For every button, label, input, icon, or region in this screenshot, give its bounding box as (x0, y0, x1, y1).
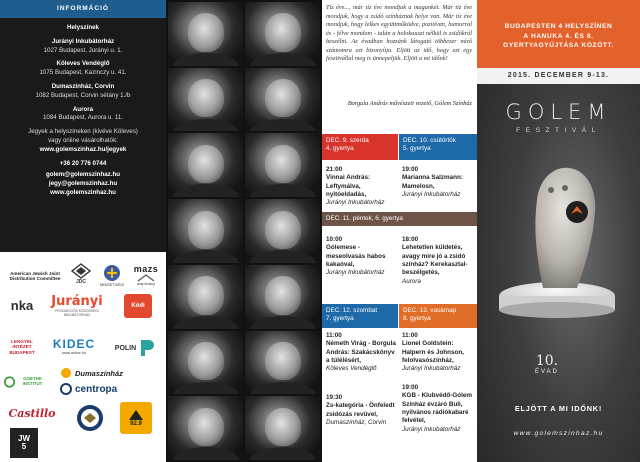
venue-address: 1027 Budapest, Jurányi u. 1. (43, 46, 123, 54)
event-venue: Köleves Vendéglő (326, 365, 377, 373)
jw-text: JW (18, 434, 30, 443)
portrait-photo (168, 133, 243, 197)
jdc-logo (4, 262, 66, 290)
us-embassy-logo (74, 402, 106, 434)
event-venue: Dumaszínház, Corvin (326, 419, 387, 427)
banner-line: BUDAPESTEN 4 HELYSZÍNEN (504, 23, 613, 30)
portrait-photo (245, 331, 320, 395)
goethe-logo (4, 368, 48, 396)
juranyi-logo (44, 292, 110, 320)
event-title: KGB - Klubvédő-Gólem Színház évzáró Buli, nyilvános rádiókabaré felvétel, (402, 392, 472, 425)
banner-line: A HANUKA 4. ÉS 8. (523, 32, 594, 40)
day-header-candle: 4. gyertya (326, 145, 354, 153)
goethe-text: GOETHE INSTITUT (22, 376, 43, 386)
portrait-photo (245, 396, 320, 460)
polin-logo (108, 334, 162, 362)
day-header-title: DEC. 11. péntek, 6. gyertya (326, 215, 403, 222)
kodi-text: Kódi (131, 303, 145, 309)
portrait-photo (168, 396, 243, 460)
juranyi-sub-text: PRODUKCIÓS KÖZÖSSÉGI INKUBÁTORHÁZ (55, 309, 99, 317)
sponsor-logos (0, 252, 166, 462)
event-venue: Jurányi Inkubátorház (326, 199, 385, 207)
day-header-candle: 8. gyertya (403, 315, 431, 323)
event-item (326, 394, 398, 427)
centropa-text: centropa (75, 383, 118, 395)
info-header: INFORMÁCIÓ (0, 0, 166, 18)
portrait-photo (245, 133, 320, 197)
venue-name: Köleves Vendéglő (56, 60, 110, 68)
event-item (402, 332, 474, 374)
castillo-logo (4, 402, 60, 424)
event-item (326, 166, 396, 208)
event-title: Marianna Salzmann: Mamelosn, (402, 174, 463, 190)
website-link[interactable]: www.golemszinhaz.hu (513, 430, 604, 437)
event-time: 19:00 (402, 166, 419, 173)
day-header-title: DEC. 10. csütörtök (403, 137, 456, 144)
event-time: 19:00 (402, 384, 419, 391)
edition-label: ÉVAD (535, 369, 559, 375)
event-venue: Jurányi Inkubátorház (402, 365, 461, 373)
event-time: 21:00 (326, 166, 343, 173)
dumaszinhaz-text: Dumaszínház (75, 368, 123, 378)
golem-logo: GOLEM (505, 100, 612, 124)
venue-name: Aurora (72, 105, 94, 113)
portrait-photo (168, 265, 243, 329)
event-title: Zs-kategória - Önfeledt zsidózás revüvel, (326, 402, 395, 418)
event-time: 19:30 (326, 394, 343, 401)
day-header-dec11 (322, 212, 477, 226)
portrait-photo (245, 265, 320, 329)
tickets-link[interactable]: www.golemszinhaz.hu/jegyek (39, 145, 127, 153)
event-item (402, 236, 474, 286)
event-time: 10:00 (326, 236, 343, 243)
tickets-text: Jegyek a helyszíneken (kivéve Köleves) (28, 128, 138, 136)
mazs-logo (130, 260, 162, 290)
email-link[interactable]: jegy@golemszinhaz.hu (48, 180, 118, 188)
kidec-sub-text: www.aktive.hu (61, 351, 87, 356)
festival-dates: 2015. DECEMBER 9-13. (477, 68, 640, 84)
nka-text: nka (10, 297, 34, 313)
event-title: Lionel Goldstein: Halpern és Johnson, felolvasószínház, (402, 340, 464, 365)
portrait-photo (168, 68, 243, 132)
portrait-photo (168, 199, 243, 263)
portrait-photo (245, 68, 320, 132)
edition-badge (535, 353, 559, 375)
venue-name: Dumaszínház, Corvin (51, 82, 115, 90)
day-header-candle: 7. gyertya (326, 315, 354, 323)
event-title: Vinnai András: Leftymálva, nyitóeldadás, (326, 174, 371, 199)
venue-address: 1082 Budapest, Corvin sétány 1./b (35, 91, 131, 99)
day-header-candle: 5. gyertya (403, 145, 431, 153)
event-venue: Jurányi Inkubátorház (402, 191, 461, 199)
event-venue: Jurányi Inkubátorház (326, 269, 385, 277)
portrait-photo (245, 2, 320, 66)
nka-logo (4, 294, 40, 316)
day-header-dec9 (322, 134, 398, 160)
portrait-photo (168, 2, 243, 66)
venue-address: 1084 Budapest, Aurora u. 11. (42, 114, 124, 122)
festival-cover (477, 0, 640, 462)
juranyi-text: Jurányi (51, 294, 103, 310)
program-column (322, 0, 477, 462)
mazs-sub-text: alapítvány (136, 280, 156, 286)
day-header-title: DEC. 12. szombat (326, 307, 378, 314)
festival-slogan: ELJÖTT A MI IDŐNK! (514, 404, 603, 413)
tickets-text: vagy online vásárolhatók: (48, 136, 118, 144)
event-title: Gólemese - meseolvasás habos kakaóval, (326, 244, 386, 269)
jw5-logo (10, 428, 38, 458)
phone-number[interactable]: +36 20 776 0744 (59, 159, 107, 167)
portrait-photo (168, 331, 243, 395)
jw-num-text: 5 (21, 442, 27, 451)
kidec-text: KIDEC (52, 337, 96, 352)
day-header-title: DEC. 13. vasárnap (403, 307, 457, 314)
event-venue: Aurora (402, 277, 421, 285)
radio-logo (120, 402, 152, 434)
nemzetisegi-text: NEMZETISÉGI (99, 283, 125, 287)
polin-text: POLIN (114, 344, 137, 352)
jdc-logo-text: American Jewish Joint Distribution Committee (9, 270, 61, 281)
edition-number: 10. (535, 353, 559, 369)
cover-banner (477, 0, 640, 68)
mazs-text: mazs (133, 263, 159, 274)
quote-author: Borgula András művészeti vezető, Gólem Színház (347, 100, 472, 107)
venue-name: Jurányi Inkubátorház (51, 37, 115, 45)
info-panel (0, 0, 166, 252)
venue-address: 1075 Budapest, Kazinczy u. 41. (39, 69, 127, 77)
nemzetisegi-logo (98, 260, 126, 290)
event-time: 11:00 (402, 332, 418, 339)
day-header-dec13 (399, 304, 477, 328)
portrait-grid (166, 0, 322, 462)
radio-text: 92.9 (130, 421, 142, 427)
kidec-logo (44, 332, 104, 362)
event-item (402, 166, 474, 199)
event-title: Németh Virág - Borgula András: Szakácskönyv a túlélésért, (326, 340, 396, 365)
day-header-dec12 (322, 304, 398, 328)
kodi-logo (124, 294, 152, 318)
portrait-photo (245, 199, 320, 263)
venues-title: Helyszínek (67, 24, 99, 31)
director-quote: Tíz éve..., már tíz éve mondjuk a magunkét. Már tíz éve mondjuk, hogy a zsidó színháznak helye van. Már tíz éve mondjuk, hogy lelkes együttműködve, pozitívan, humorral és - félve mondom - talán a holokauszt nélkül is zsidókról beszélni. Az évadban hozzánk látogató többezer néző számomra ezt bizonyítja. Eljött az idő, hogy ezt egy fesztivállal meg is ünnepeljük. Eljött a mi időnk! (326, 4, 472, 62)
lengyel-text: LENGYEL INTÉZET BUDAPEST (9, 339, 35, 355)
festival-label: FESZTIVÁL (516, 127, 601, 134)
event-venue: Jurányi Inkubátorház (402, 425, 461, 433)
jdc-short-text: JDC (75, 279, 86, 285)
day-header-dec10 (399, 134, 477, 160)
event-item (326, 236, 396, 278)
website-link[interactable]: www.golemszinhaz.hu (50, 188, 116, 196)
castillo-text: Castillo (8, 406, 56, 420)
event-item (402, 384, 474, 434)
golem-figure (493, 150, 625, 320)
event-time: 18:00 (402, 236, 419, 243)
event-title: Lehetetlen küldetés, avagy mire jó a zsidó színház? Kerekasztalbeszélgetés, (402, 244, 468, 277)
centropa-logo (60, 381, 150, 397)
banner-line: GYERTYAGYÚJTÁSA KÖZÖTT. (503, 42, 614, 50)
email-link[interactable]: golem@golemszinhaz.hu (45, 171, 121, 179)
event-time: 11:00 (326, 332, 342, 339)
event-item (326, 332, 398, 374)
jdc-mark-logo (68, 260, 94, 288)
lengyel-intezet-logo (4, 330, 40, 364)
info-body (4, 24, 162, 198)
dumaszinhaz-logo (60, 366, 150, 380)
day-header-title: DEC. 9. szerda (326, 137, 369, 144)
